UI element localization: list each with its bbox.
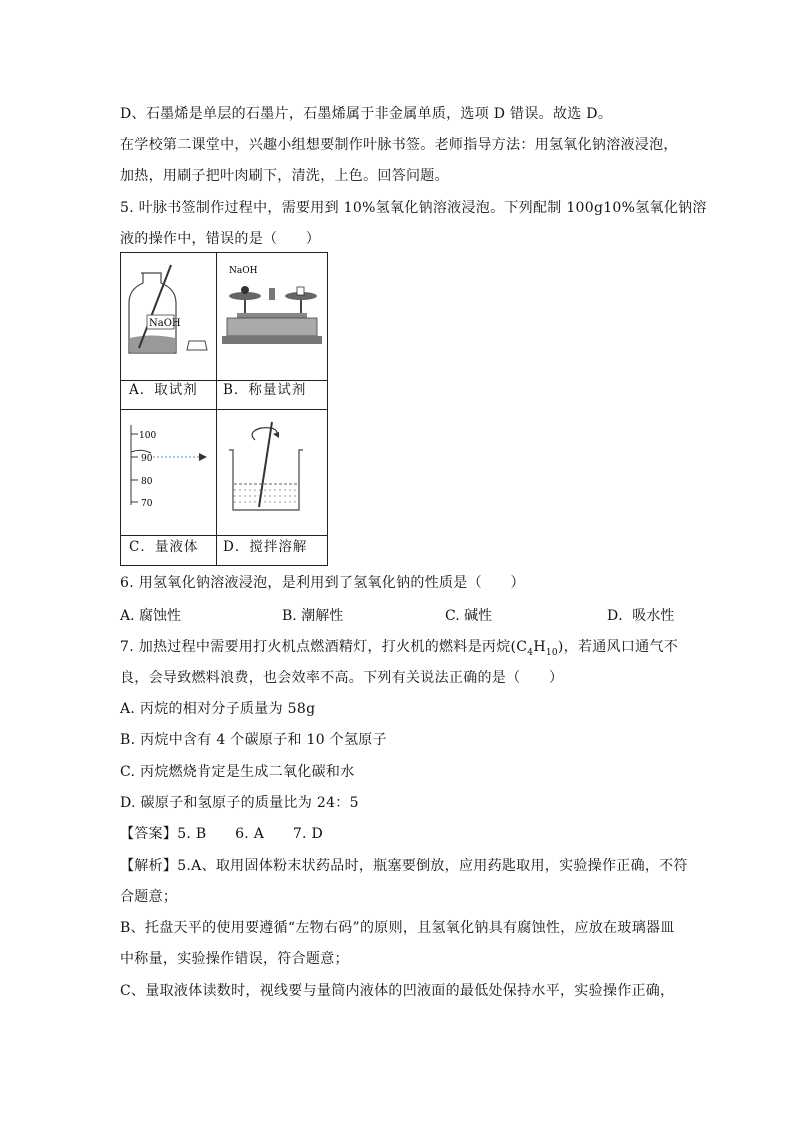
naoh-label: NaOH	[149, 318, 181, 329]
answer-line	[120, 824, 323, 844]
text-line: D、石墨烯是单层的石墨片，石墨烯属于非金属单质，选项 D 错误。故选 D。	[120, 106, 613, 122]
balance-figure	[217, 253, 327, 380]
question-5-stem: 液的操作中，错误的是（ ）	[120, 231, 321, 247]
analysis-line: 中称量，实验操作错误，符合题意；	[120, 951, 349, 967]
option-d-caption: D．搅拌溶解	[223, 539, 308, 555]
stem-text: 7. 加热过程中需要用打火机点燃酒精灯，打火机的燃料是丙烷(C	[120, 639, 528, 655]
tick-label: 70	[141, 499, 153, 509]
question-6-stem: 6. 用氢氧化钠溶液浸泡，是利用到了氢氧化钠的性质是（ ）	[120, 575, 525, 591]
answer-label: 【答案】	[120, 826, 178, 842]
analysis-line	[120, 856, 688, 876]
table-divider	[121, 535, 327, 536]
question-7-stem: 良，会导致燃料浪费，也会效率不高。下列有关说法正确的是（ ）	[120, 670, 564, 686]
analysis-text: 5.A、取用固体粉末状药品时，瓶塞要倒放，应用药匙取用，实验操作正确，不符	[177, 858, 688, 874]
question-7-stem	[120, 637, 678, 663]
stirring-beaker-figure	[217, 410, 327, 535]
tick-label: 80	[141, 477, 153, 487]
analysis-line: B、托盘天平的使用要遵循“左物右码”的原则，且氢氧化钠具有腐蚀性，应放在玻璃器皿	[120, 920, 675, 936]
question-7-option-b: B. 丙烷中含有 4 个碳原子和 10 个氢原子	[120, 732, 387, 748]
question-6-option-b: B. 潮解性	[282, 608, 344, 624]
subscript: 10	[545, 647, 558, 658]
stem-text: H	[533, 639, 546, 655]
option-c-caption: C．量液体	[129, 539, 199, 555]
analysis-label: 【解析】	[120, 858, 178, 874]
naoh-label: NaOH	[229, 266, 258, 276]
subscript: 4	[527, 647, 534, 658]
question-7-option-a: A. 丙烷的相对分子质量为 58g	[120, 701, 316, 717]
option-a-caption: A．取试剂	[129, 382, 198, 398]
tick-label: 90	[141, 454, 153, 464]
text-line: 在学校第二课堂中，兴趣小组想要制作叶脉书签。老师指导方法：用氢氧化钠溶液浸泡，	[120, 137, 678, 153]
reagent-bottle-figure	[121, 253, 216, 380]
question-6-option-c: C. 碱性	[445, 608, 493, 624]
option-b-caption: B．称量试剂	[223, 382, 307, 398]
figure-table	[120, 252, 328, 566]
question-5-stem: 5. 叶脉书签制作过程中，需要用到 10%氢氧化钠溶液浸泡。下列配制 100g10%氢氧化钠溶	[120, 200, 707, 216]
question-7-option-c: C. 丙烷燃烧肯定是生成二氧化碳和水	[120, 764, 355, 780]
analysis-line: C、量取液体读数时，视线要与量筒内液体的凹液面的最低处保持水平，实验操作正确，	[120, 983, 675, 999]
tick-label: 100	[139, 431, 157, 441]
answer-text: 5. B 6. A 7. D	[177, 826, 324, 842]
question-7-option-d: D. 碳原子和氢原子的质量比为 24：5	[120, 795, 359, 811]
question-6-option-d: D．吸水性	[607, 608, 675, 624]
stem-text: )，若通风口通气不	[557, 639, 679, 655]
question-6-option-a: A. 腐蚀性	[120, 608, 182, 624]
text-line: 加热，用刷子把叶肉刷下，清洗，上色。回答问题。	[120, 168, 449, 184]
graduated-cylinder-figure	[121, 410, 216, 535]
analysis-line: 合题意；	[120, 889, 178, 905]
